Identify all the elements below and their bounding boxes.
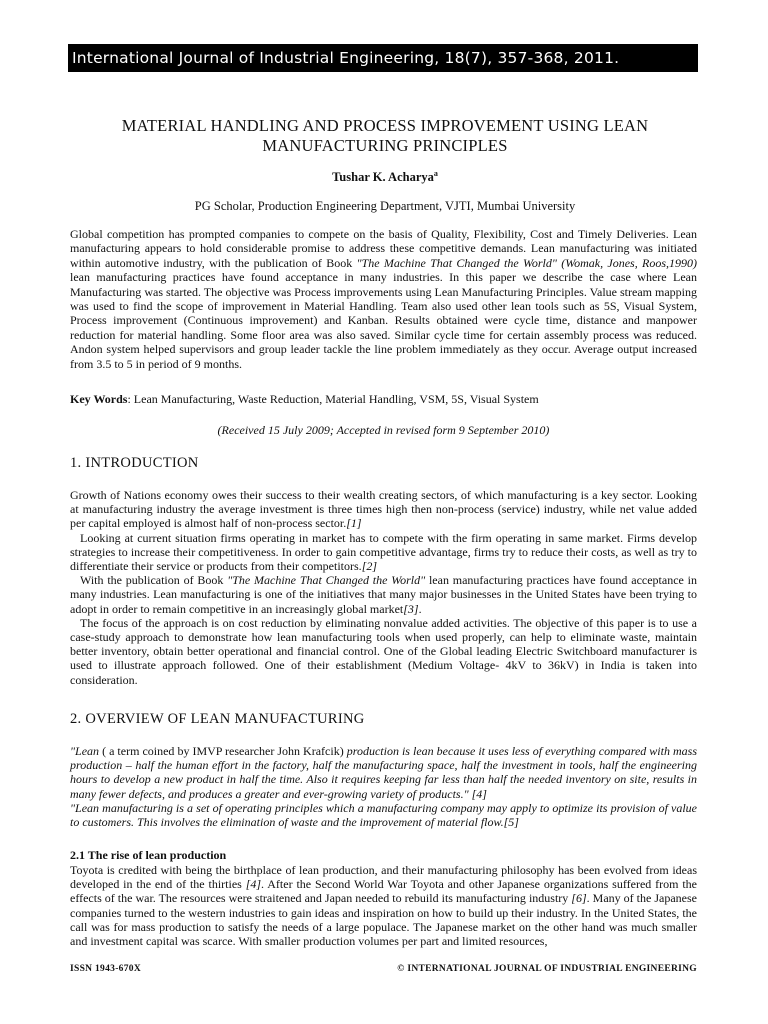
rise-p1-b: . After the Second World War Toyota and other Japanese organizations suffered from the effects of the war. The resources were straitened and Japan needed to rebuild its manufacturing industry	[70, 877, 697, 906]
affiliation: PG Scholar, Production Engineering Department, VJTI, Mumbai University	[194, 199, 576, 213]
intro-p3-pre: With the publication of Book	[80, 573, 228, 588]
rise-of-lean-body	[70, 863, 697, 948]
abstract	[70, 227, 697, 371]
quote1-open: "Lean	[70, 744, 100, 758]
section-heading-introduction: 1. INTRODUCTION	[70, 455, 199, 471]
intro-p3-end: .	[418, 601, 422, 616]
keywords-label: Key Words	[70, 392, 128, 406]
intro-paragraph-3	[70, 573, 697, 616]
subsection-heading-rise-of-lean: 2.1 The rise of lean production	[70, 848, 227, 862]
lean-quote-1	[70, 744, 697, 801]
introduction-body	[70, 488, 697, 687]
intro-p2-text: Looking at current situation firms operating in market has to compete with the firm operating in same market. Firms develop strategies to increase their competitiveness. In order to gain competitive advantage, firms try to reduce their costs, as well as try to differentiate their service or products from their competitors.	[70, 530, 697, 574]
rise-p1-a: Toyota is credited with being the birthplace of lean production, and their manufacturing philosophy has been evolved from ideas developed in the end of the thirties	[70, 863, 697, 892]
abstract-part1: Global competition has prompted companies to compete on the basis of Quality, Flexibility, Cost and Timely Deliveries. Lean manufacturing appears to hold considerable promise to address these competitive demands. Lean manufacturing was initiated within automotive industry, with the publication of Book	[70, 227, 697, 270]
intro-p3-post: lean manufacturing practices have found acceptance in many industries. Lean manufacturing is one of the initiatives that many major businesses in the United States have been trying to adopt in order to remain competitive in an increasingly global market	[70, 573, 697, 616]
quote1-plain: ( a term coined by IMVP researcher John Krafcik)	[99, 744, 347, 758]
rise-p1-ref1: [4]	[245, 877, 262, 892]
abstract-part2: lean manufacturing practices have found acceptance in many industries. In this paper we describe the case where Lean Manufacturing was started. The objective was Process improvements using Lean Manufacturing Principles. Value stream mapping was used to find the scope of improvement in Material Handling. Team also used other lean tools such as 5S, Visual System, Process improvement (Continuous improvement) and Kanban. Results obtained were cycle time, distance and manpower reduction for material handling. Some floor area was also saved. Similar cycle time for certain assembly process was reduced. Andon system helped supervisors and group leader tackle the line problem immediately as they occur. Average output increased from 3.5 to 5 in period of 9 months.	[70, 270, 697, 371]
intro-paragraph-1	[70, 488, 697, 531]
intro-paragraph-2	[70, 531, 697, 574]
overview-quotes	[70, 744, 697, 829]
paper-title: MATERIAL HANDLING AND PROCESS IMPROVEMENT USING LEAN MANUFACTURING PRINCIPLES	[121, 116, 649, 155]
intro-p3-ref: [3]	[403, 601, 419, 616]
lean-quote-2: "Lean manufacturing is a set of operating principles which a manufacturing company may apply to optimize its provision of value to customers. This involves the elimination of waste and the improvement of material flow.[5]	[70, 800, 697, 830]
author	[70, 169, 700, 185]
rise-paragraph-1	[70, 863, 697, 948]
keywords	[70, 392, 697, 407]
keywords-text: : Lean Manufacturing, Waste Reduction, Material Handling, VSM, 5S, Visual System	[127, 392, 539, 406]
intro-paragraph-4: The focus of the approach is on cost reduction by eliminating nonvalue added activities. The objective of this paper is to use a case-study approach to demonstrate how lean manufacturing tools when used properly, can help to eliminate waste, maintain better inventory, obtain better operational and financial control. One of the Global leading Electric Switchboard manufacturer is used to illustrate approach followed. One of their establishment (Medium Voltage- 4kV to 36kV) in India is taken into consideration.	[70, 615, 697, 687]
intro-p1-text: Growth of Nations economy owes their success to their wealth creating sectors, of which manufacturing is a key sector. Looking at manufacturing industry the average investment is three times high then non-process (service) industry, while net value added per capital employed is almost half of non-process sector.	[70, 488, 697, 531]
author-name: Tushar K. Acharya	[332, 170, 434, 185]
received-dates: (Received 15 July 2009; Accepted in revised form 9 September 2010)	[217, 423, 550, 437]
rise-p1-ref2: [6]	[571, 891, 587, 906]
intro-p2-ref: [2]	[361, 559, 378, 574]
author-affiliation-mark: a	[433, 169, 438, 178]
journal-header: International Journal of Industrial Engineering, 18(7), 357-368, 2011.	[68, 44, 698, 72]
footer-issn: ISSN 1943-670X	[70, 964, 141, 974]
abstract-book-citation: "The Machine That Changed the World" (Womak, Jones, Roos,1990)	[356, 255, 697, 270]
footer-copyright: © INTERNATIONAL JOURNAL OF INDUSTRIAL ENGINEERING	[397, 964, 697, 974]
intro-p3-book: "The Machine That Changed the World"	[227, 573, 426, 588]
rise-p1-c: . Many of the Japanese companies turned to the western industries to gain ideas and inspiration on how to build up their industry. In the United States, the call was for mass production to satisfy the needs of a large populace. The Japanese market on the other hand was much smaller and investment capital was scarce. With smaller production volumes per part and limited resources,	[70, 891, 697, 949]
intro-p1-ref: [1]	[346, 516, 362, 531]
quote1-italic: production is lean because it uses less of everything compared with mass production – half the human effort in the factory, half the manufacturing space, half the investment in tools, half the engineering hours to develop a new product in half the time. Also it requires keeping far less than half the needed inventory on site, results in many fewer defects, and produces a greater and ever-growing variety of products." [4]	[70, 744, 698, 801]
section-heading-overview: 2. OVERVIEW OF LEAN MANUFACTURING	[70, 711, 365, 727]
